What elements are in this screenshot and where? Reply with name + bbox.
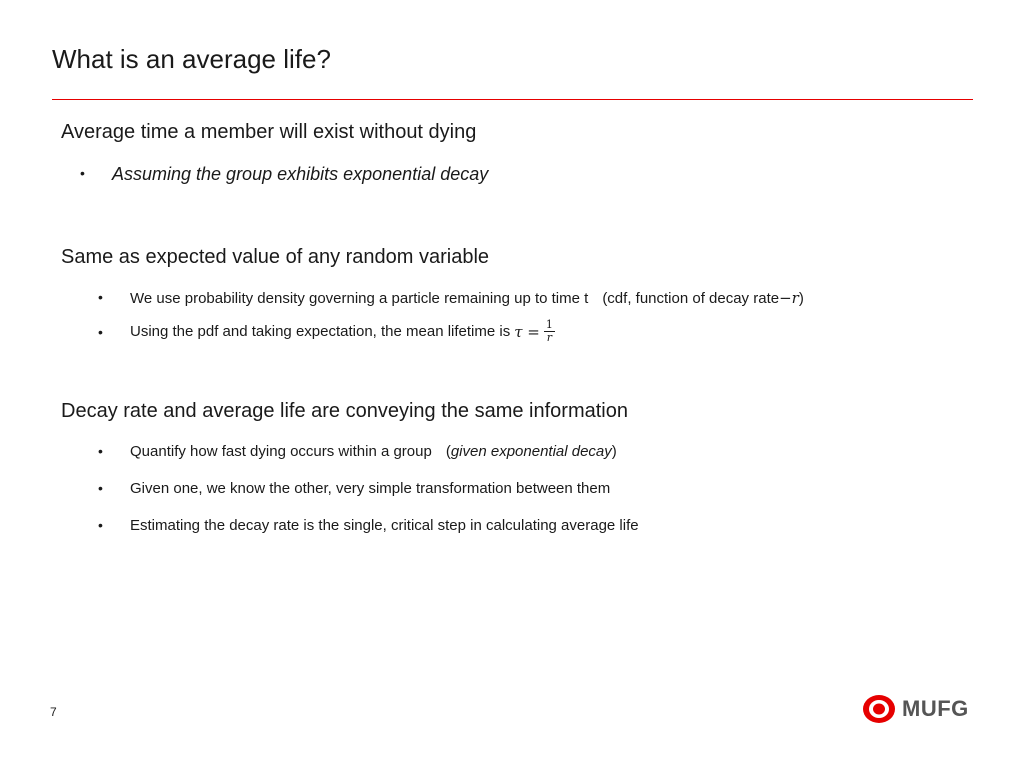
bullet-paren-close: ) (798, 289, 804, 307)
bullet-row-3-2 (98, 480, 610, 497)
bullet-paren-open: (cdf, function of decay rate (602, 289, 780, 307)
bullet-row-2-1 (98, 289, 804, 307)
bullet-glyph: • (98, 517, 103, 533)
bullet-text: Estimating the decay rate is the single, critical step in calculating average life (130, 517, 639, 534)
bullet-text: Given one, we know the other, very simple transformation between them (130, 480, 611, 497)
mufg-logo-text: MUFG (902, 696, 969, 721)
slide-title: What is an average life? (52, 44, 331, 74)
page-number: 7 (50, 705, 57, 719)
fraction-denominator: r (546, 331, 552, 345)
bullet-text: Using the pdf and taking expectation, the mean lifetime is (130, 323, 511, 341)
section-heading-1: Average time a member will exist without dying (61, 121, 477, 143)
bullet-row-3-1 (98, 443, 617, 460)
math-expression: −r (779, 289, 799, 307)
bullet-row-3-3 (98, 517, 639, 534)
title-divider (52, 99, 973, 100)
bullet-italic-text: given exponential decay (450, 443, 612, 460)
bullet-glyph: • (98, 324, 103, 340)
bullet-row-2-2 (98, 319, 555, 344)
bullet-glyph: • (98, 289, 103, 305)
bullet-text: Assuming the group exhibits exponential decay (112, 164, 489, 184)
bullet-glyph: • (80, 165, 85, 181)
mufg-logo (862, 694, 969, 724)
section-heading-2: Same as expected value of any random variable (61, 246, 490, 268)
math-expression: τ = (514, 322, 540, 341)
bullet-glyph: • (98, 443, 103, 459)
bullet-text: We use probability density governing a particle remaining up to time t (130, 289, 589, 307)
bullet-row-1-1 (80, 164, 488, 185)
bullet-paren-open: ( (445, 443, 451, 460)
math-fraction (544, 319, 555, 344)
bullet-glyph: • (98, 480, 103, 496)
fraction-numerator: 1 (545, 318, 553, 331)
bullet-paren-close: ) (611, 443, 617, 460)
mufg-logo-icon (862, 694, 896, 724)
bullet-text: Quantify how fast dying occurs within a group (130, 443, 432, 460)
section-heading-3: Decay rate and average life are conveying the same information (61, 400, 628, 422)
